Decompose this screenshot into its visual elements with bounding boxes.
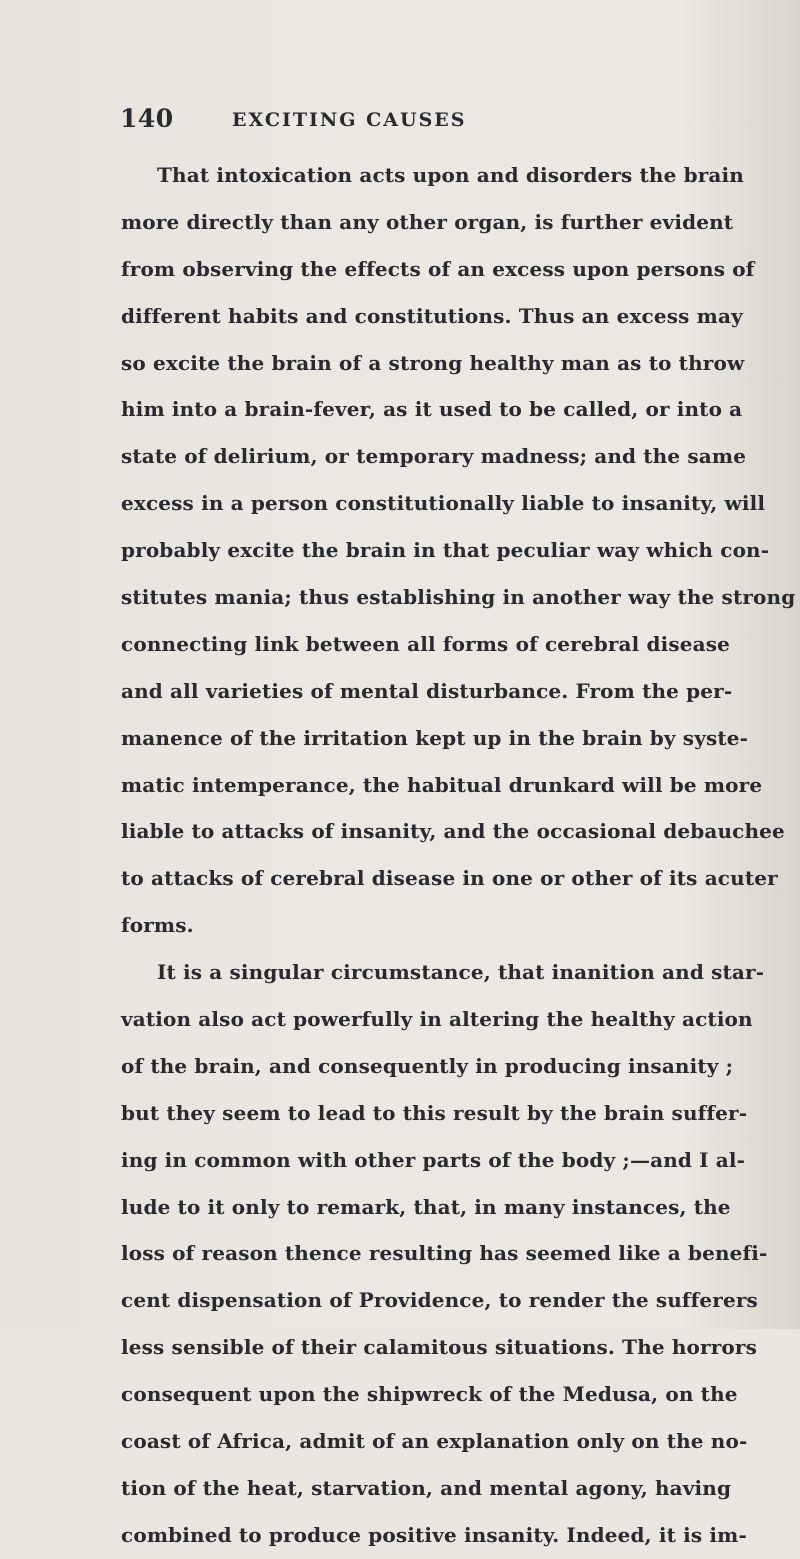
text-line: of the brain, and consequently in producing insanity ; <box>121 1053 734 1078</box>
text-line: stitutes mania; thus establishing in another way the strong <box>121 585 796 610</box>
page-header <box>120 104 640 144</box>
text-line: That intoxication acts upon and disorders the brain <box>157 163 744 187</box>
text-line: It is a singular circumstance, that inanition and star- <box>157 960 765 985</box>
text-line: him into a brain-fever, as it used to be called, or into a <box>121 397 743 422</box>
text-line: state of delirium, or temporary madness; and the same <box>121 444 747 469</box>
text-line: lude to it only to remark, that, in many instances, the <box>121 1194 731 1219</box>
text-line: more directly than any other organ, is further evident <box>121 209 734 234</box>
body-text <box>121 152 796 1559</box>
text-line: combined to produce positive insanity. Indeed, it is im- <box>121 1522 747 1547</box>
text-line: excess in a person constitutionally liable to insanity, will <box>121 491 766 516</box>
text-line: liable to attacks of insanity, and the occasional debauchee <box>121 819 785 844</box>
text-line: but they seem to lead to this result by the brain suffer- <box>121 1100 748 1125</box>
text-line: forms. <box>121 913 194 938</box>
text-line: from observing the effects of an excess upon persons of <box>121 256 755 281</box>
text-line: coast of Africa, admit of an explanation only on the no- <box>121 1429 748 1454</box>
page-number: 140 <box>120 104 174 133</box>
text-line: matic intemperance, the habitual drunkard will be more <box>121 772 763 797</box>
text-line: probably excite the brain in that peculiar way which con- <box>121 538 770 563</box>
text-line: tion of the heat, starvation, and mental agony, having <box>121 1475 732 1500</box>
running-head: EXCITING CAUSES <box>232 109 467 131</box>
text-line: and all varieties of mental disturbance. From the per- <box>121 678 733 703</box>
text-line: consequent upon the shipwreck of the Medusa, on the <box>121 1382 738 1407</box>
text-line: connecting link between all forms of cerebral disease <box>121 631 731 656</box>
text-line: ing in common with other parts of the body ;—and I al- <box>121 1147 746 1172</box>
text-line: so excite the brain of a strong healthy man as to throw <box>121 350 745 375</box>
text-line: less sensible of their calamitous situations. The horrors <box>121 1335 758 1360</box>
text-line: loss of reason thence resulting has seemed like a benefi- <box>121 1241 768 1266</box>
text-line: to attacks of cerebral disease in one or other of its acuter <box>121 866 778 891</box>
text-line: manence of the irritation kept up in the brain by syste- <box>121 725 749 750</box>
text-line: vation also act powerfully in altering the healthy action <box>121 1007 753 1032</box>
text-line: cent dispensation of Providence, to render the sufferers <box>121 1288 758 1313</box>
text-line: different habits and constitutions. Thus an excess may <box>121 303 743 328</box>
